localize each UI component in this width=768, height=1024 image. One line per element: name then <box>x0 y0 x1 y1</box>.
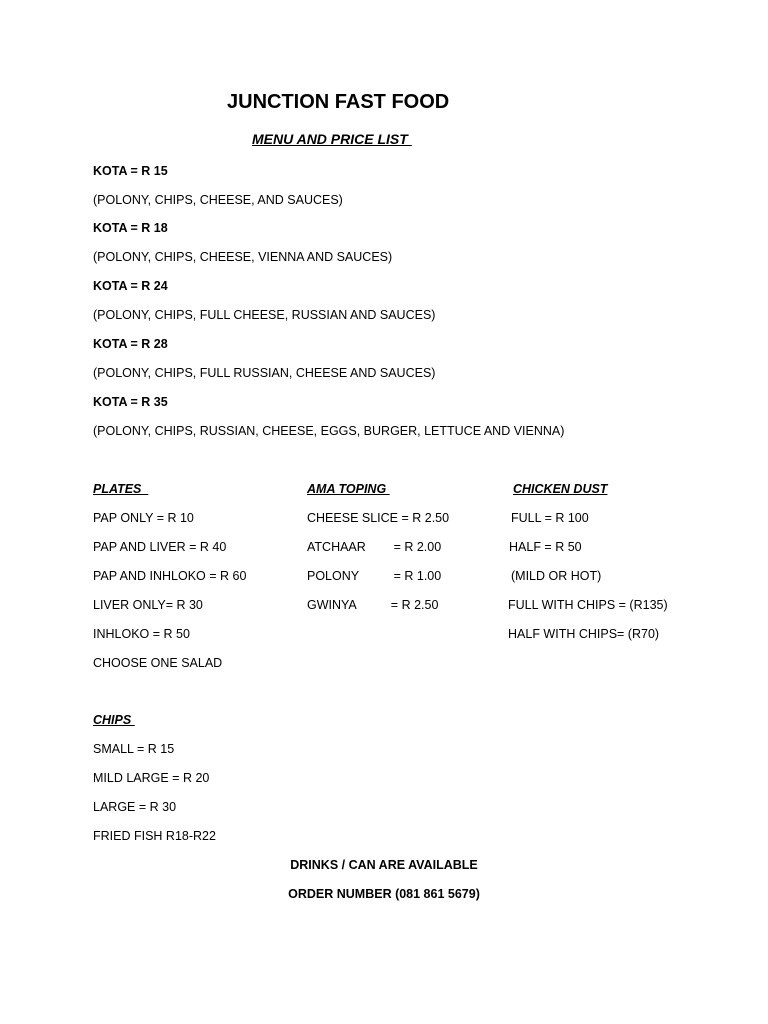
kota-desc: (POLONY, CHIPS, CHEESE, AND SAUCES) <box>93 193 343 207</box>
ama-toping-item: POLONY = R 1.00 <box>307 569 442 583</box>
kota-price: KOTA = R 18 <box>93 221 168 235</box>
chips-item: MILD LARGE = R 20 <box>93 771 210 785</box>
kota-price: KOTA = R 35 <box>93 395 168 409</box>
plates-item: CHOOSE ONE SALAD <box>93 656 223 670</box>
chicken-dust-heading: CHICKEN DUST <box>513 482 608 496</box>
kota-price: KOTA = R 15 <box>93 164 168 178</box>
plates-item: INHLOKO = R 50 <box>93 627 190 641</box>
plates-heading: PLATES <box>93 482 149 496</box>
kota-desc: (POLONY, CHIPS, RUSSIAN, CHEESE, EGGS, BURGER, LETTUCE AND VIENNA) <box>93 424 565 438</box>
kota-desc: (POLONY, CHIPS, FULL CHEESE, RUSSIAN AND SAUCES) <box>93 308 436 322</box>
page-title: JUNCTION FAST FOOD <box>227 91 450 113</box>
chicken-dust-item: FULL = R 100 <box>511 511 589 525</box>
kota-price: KOTA = R 24 <box>93 279 168 293</box>
order-number: ORDER NUMBER (081 861 5679) <box>288 887 480 901</box>
plates-item: PAP ONLY = R 10 <box>93 511 194 525</box>
kota-desc: (POLONY, CHIPS, FULL RUSSIAN, CHEESE AND SAUCES) <box>93 366 436 380</box>
drinks-note: DRINKS / CAN ARE AVAILABLE <box>290 858 478 872</box>
chicken-dust-item: (MILD OR HOT) <box>511 569 602 583</box>
plates-item: LIVER ONLY= R 30 <box>93 598 203 612</box>
chips-item: FRIED FISH R18-R22 <box>93 829 216 843</box>
ama-toping-item: ATCHAAR = R 2.00 <box>307 540 442 554</box>
ama-toping-item: CHEESE SLICE = R 2.50 <box>307 511 450 525</box>
chips-item: LARGE = R 30 <box>93 800 177 814</box>
kota-desc: (POLONY, CHIPS, CHEESE, VIENNA AND SAUCES) <box>93 250 393 264</box>
plates-item: PAP AND LIVER = R 40 <box>93 540 227 554</box>
plates-item: PAP AND INHLOKO = R 60 <box>93 569 247 583</box>
chicken-dust-item: FULL WITH CHIPS = (R135) <box>508 598 668 612</box>
chips-item: SMALL = R 15 <box>93 742 175 756</box>
chicken-dust-item: HALF = R 50 <box>509 540 582 554</box>
chips-heading: CHIPS <box>93 713 135 727</box>
page-subtitle: MENU AND PRICE LIST <box>252 131 412 147</box>
kota-price: KOTA = R 28 <box>93 337 168 351</box>
ama-toping-heading: AMA TOPING <box>307 482 390 496</box>
ama-toping-item: GWINYA = R 2.50 <box>307 598 439 612</box>
chicken-dust-item: HALF WITH CHIPS= (R70) <box>508 627 660 641</box>
